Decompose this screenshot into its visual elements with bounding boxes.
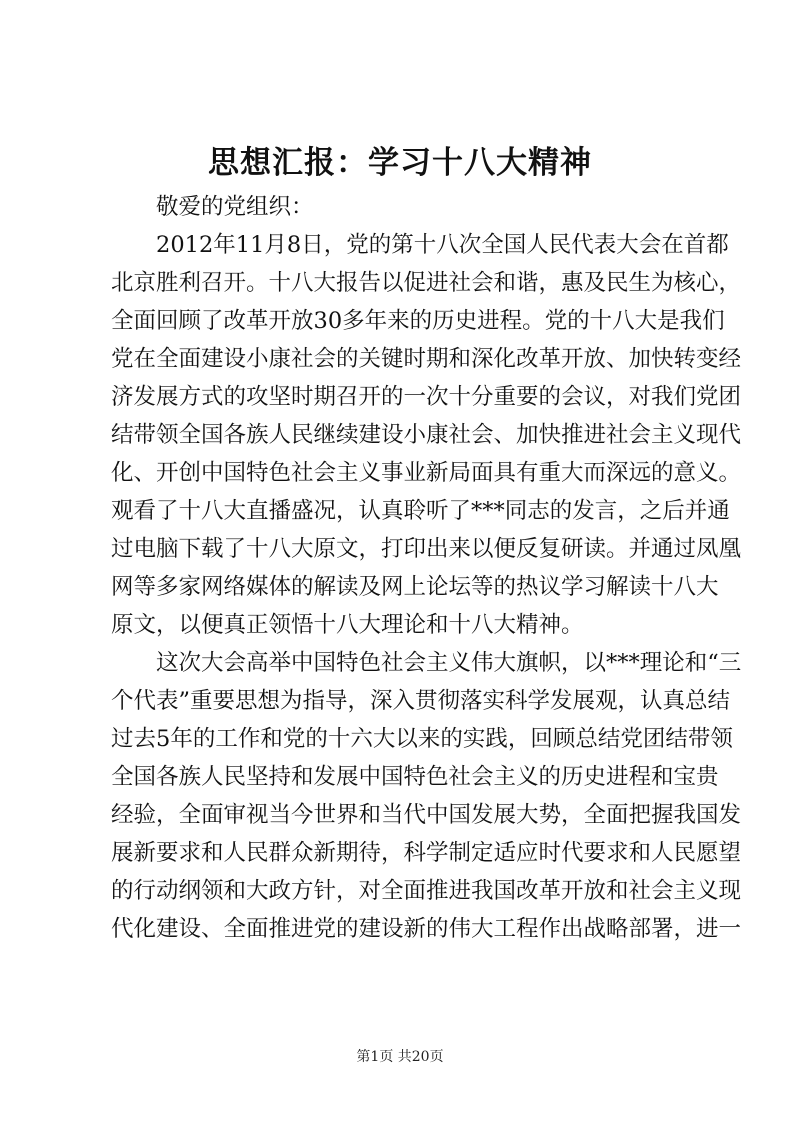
- text-line: 原文，以便真正领悟十八大理论和十八大精神。: [111, 612, 584, 638]
- text-line: 这次大会高举中国特色社会主义伟大旗帜，以***理论和“三: [156, 650, 742, 676]
- text-line: 北京胜利召开。十八大报告以促进社会和谐，惠及民生为核心，: [111, 270, 742, 296]
- text-line: 结带领全国各族人民继续建设小康社会、加快推进社会主义现代: [111, 422, 742, 448]
- text-line: 过电脑下载了十八大原文，打印出来以便反复研读。并通过凤凰: [111, 536, 742, 562]
- page-number-footer: 第1页 共20页: [356, 1049, 444, 1065]
- text-line: 党在全面建设小康社会的关键时期和深化改革开放、加快转变经: [111, 346, 742, 372]
- text-line: 个代表”重要思想为指导，深入贯彻落实科学发展观，认真总结: [111, 688, 731, 714]
- text-line: 过去5年的工作和党的十六大以来的实践，回顾总结党团结带领: [111, 726, 733, 752]
- text-line: 全国各族人民坚持和发展中国特色社会主义的历史进程和宝贵: [111, 764, 719, 790]
- text-line: 代化建设、全面推进党的建设新的伟大工程作出战略部署，进一: [111, 916, 742, 942]
- paragraph: [111, 226, 742, 644]
- text-line: 2012年11月8日，党的第十八次全国人民代表大会在首都: [156, 232, 729, 258]
- text-line: 观看了十八大直播盛况，认真聆听了***同志的发言，之后并通: [111, 498, 730, 524]
- text-line: 网等多家网络媒体的解读及网上论坛等的热议学习解读十八大: [111, 574, 719, 600]
- salutation: [111, 188, 701, 226]
- text-line: 经验，全面审视当今世界和当代中国发展大势，全面把握我国发: [111, 802, 742, 828]
- document-title: 思想汇报：学习十八大精神: [208, 145, 592, 181]
- text-line: 的行动纲领和大政方针，对全面推进我国改革开放和社会主义现: [111, 878, 742, 904]
- document-body: [111, 188, 742, 948]
- paragraph: [111, 644, 742, 948]
- text-line: 展新要求和人民群众新期待，科学制定适应时代要求和人民愿望: [111, 840, 742, 866]
- salutation-text: 敬爱的党组织：: [156, 194, 314, 220]
- text-line: 全面回顾了改革开放30多年来的历史进程。党的十八大是我们: [111, 308, 725, 334]
- text-line: 济发展方式的攻坚时期召开的一次十分重要的会议，对我们党团: [111, 384, 742, 410]
- text-line: 化、开创中国特色社会主义事业新局面具有重大而深远的意义。: [111, 460, 742, 486]
